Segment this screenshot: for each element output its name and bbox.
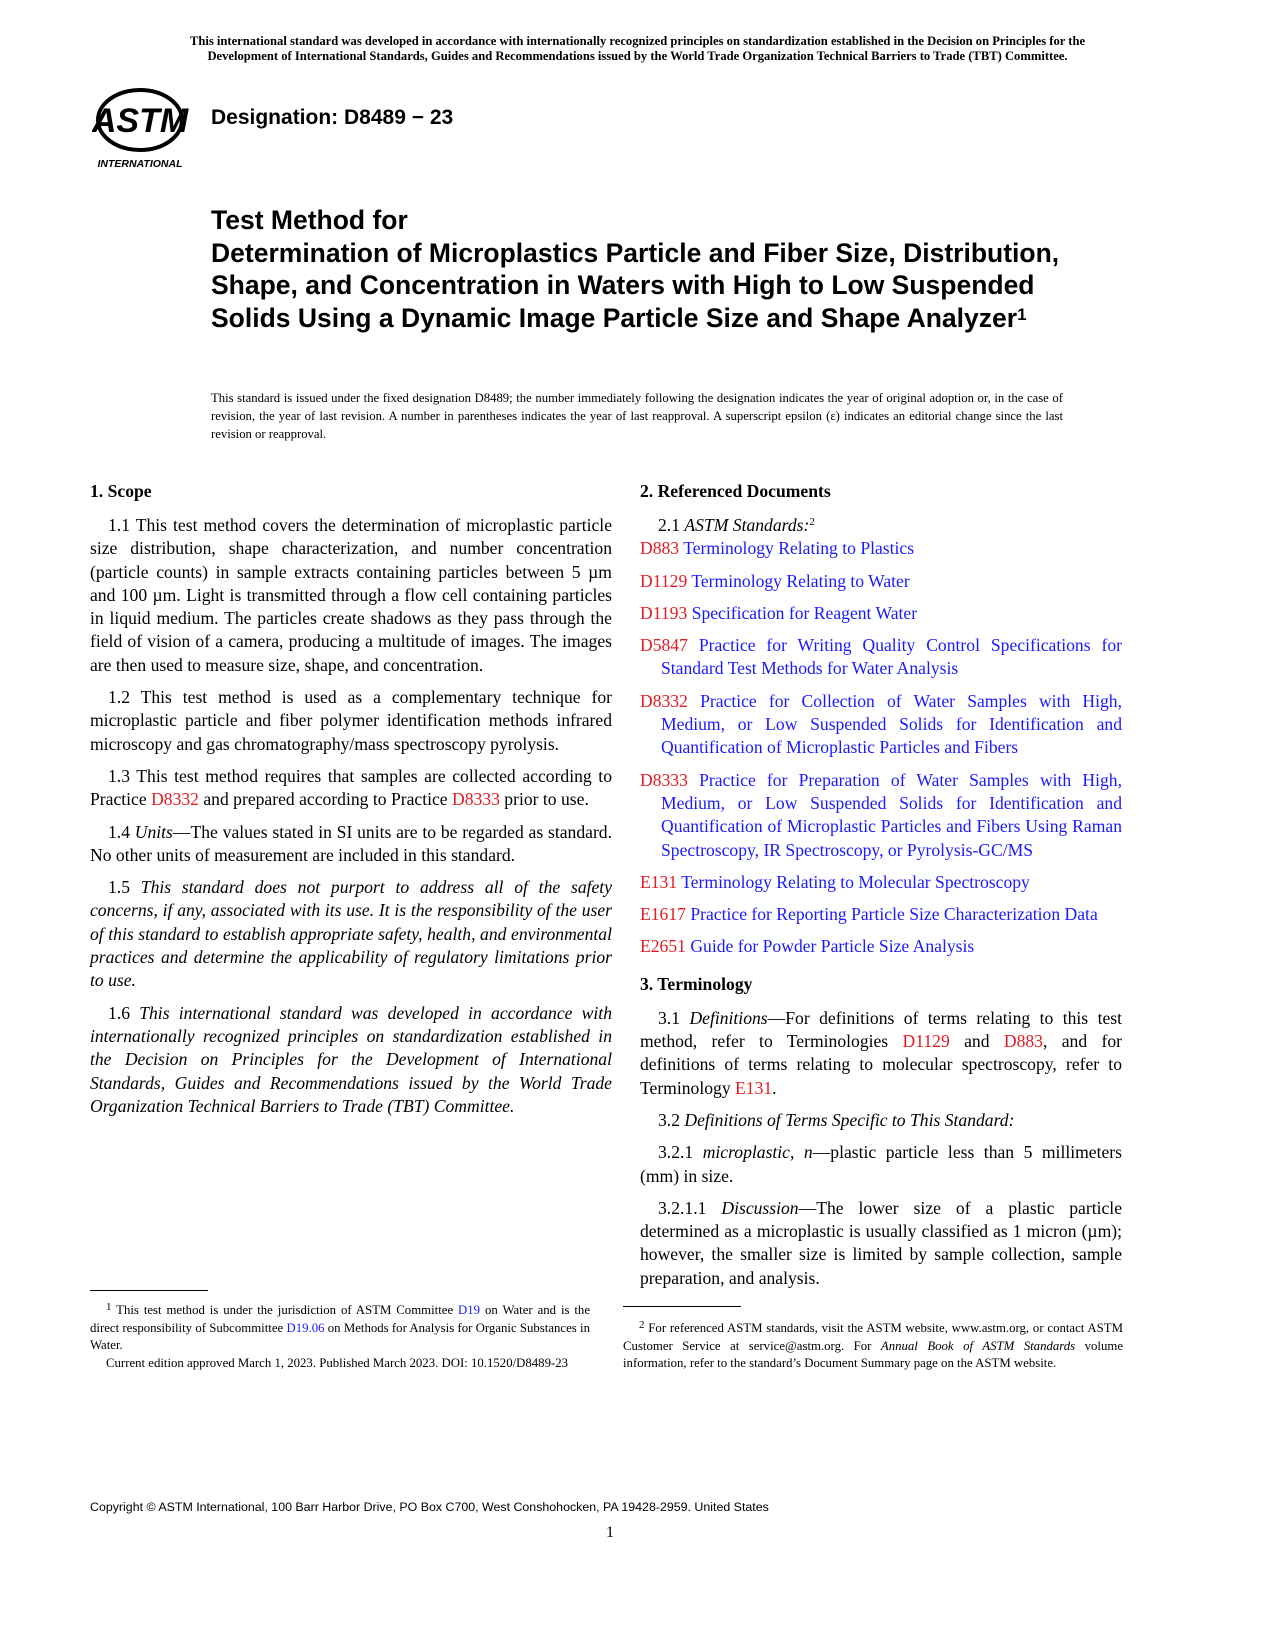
footnote-2 [623,1320,1123,1373]
referenced-heading: 2. Referenced Documents [640,481,831,501]
reference-item[interactable] [640,570,1122,593]
fn2-em: Annual Book of ASTM Standards [880,1338,1076,1353]
reference-title[interactable]: Practice for Preparation of Water Samples with High, Medium, or Low Suspended Solids for Identification and Quantification of Microplastic Particles and Fibers Using Raman Spectroscopy, IR Spectroscopy, or Pyrolysis-GC/MS [661,769,1122,860]
header-notice-line2: Development of International Standards, Guides and Recommendations issued by the World Trade Organization Technical Barriers to Trade (TBT) Committee. [207,49,1068,63]
terminology-3-1 [640,1007,1122,1100]
scope-1-5 [90,876,612,992]
right-column [640,480,1122,1299]
reference-item[interactable] [640,602,1122,625]
reference-code[interactable]: E2651 [640,936,686,957]
scope-1-4-text: —The values stated in SI units are to be regarded as standard. No other units of measurement are included in this standard. [90,821,612,865]
fn1-text-c: on Methods for Analysis for Organic Substances in Water. [90,1320,590,1352]
left-column [90,480,612,1127]
copyright: Copyright © ASTM International, 100 Barr Harbor Drive, PO Box C700, West Conshohocken, PA 19428-2959. United States [90,1500,769,1514]
reference-title[interactable]: Terminology Relating to Plastics [683,538,915,559]
link-d1129[interactable]: D1129 [902,1031,950,1052]
fn1-text-b: on Water and is the direct responsibility of Subcommittee [90,1303,591,1335]
fn2-text-a: For referenced ASTM standards, visit the ASTM website, www.astm.org, or contact ASTM Customer Service at service@astm.org. For [623,1321,1123,1353]
designation: Designation: D8489 − 23 [211,106,454,129]
term-3-2-1-1-em: Discussion [721,1197,799,1218]
header-notice [90,34,1185,64]
title-main [211,237,1071,335]
term-3-2-1-1-text: —The lower size of a plastic particle determined as a microplastic is usually classified as 1 micron (µm); however, the smaller size is limited by sample collection, sample preparation, and analysis. [640,1197,1123,1288]
link-d19-06[interactable]: D19.06 [286,1320,325,1335]
reference-code[interactable]: D8332 [640,690,688,711]
scope-1-4 [90,821,612,868]
reference-code[interactable]: E1617 [640,904,686,925]
scope-1-6 [90,1002,612,1118]
reference-code[interactable]: D1193 [640,602,688,623]
scope-1-2: 1.2 This test method is used as a complementary technique for microplastic particle and fiber polymer identification methods infrared microscopy and gas chromatography/mass spectroscopy pyrolysis. [90,687,612,754]
scope-1-4-num: 1.4 [108,821,135,842]
reference-code[interactable]: D1129 [640,570,688,591]
scope-1-3-text3: prior to use. [499,789,589,810]
term-3-2-em: Definitions of Terms Specific to This Standard: [684,1109,1015,1130]
link-e131[interactable]: E131 [735,1077,773,1098]
footnote-1-mark: 1 [106,1301,112,1313]
reference-title[interactable]: Terminology Relating to Water [691,570,910,591]
term-3-2-1-num: 3.2.1 [658,1142,703,1163]
logo-subtext: INTERNATIONAL [97,158,183,170]
term-3-2-1-1-num: 3.2.1.1 [658,1197,722,1218]
footnote-2-mark: 2 [639,1319,645,1331]
scope-1-5-text: This standard does not purport to address all of the safety concerns, if any, associated with its use. It is the responsibility of the user of this standard to establish appropriate safety, health, and environmental practices and determine the applicability of regulatory limitations prior to use. [90,877,613,991]
link-d8332[interactable]: D8332 [151,789,199,810]
term-3-2-1-text: —plastic particle less than 5 millimeters (mm) in size. [640,1142,1123,1186]
reference-item[interactable] [640,537,1122,560]
reference-list [640,537,1122,958]
term-3-1-em: Definitions [689,1007,768,1028]
footnote-1-text [90,1302,590,1355]
footnote-1 [90,1302,590,1372]
link-d883[interactable]: D883 [1003,1031,1043,1052]
astm-standards-label [640,514,1122,537]
astm-logo [92,86,192,172]
reference-code[interactable]: D8333 [640,769,688,790]
footnote-rule-right [623,1306,741,1307]
scope-1-3 [90,765,612,812]
link-d19[interactable]: D19 [458,1303,481,1317]
scope-1-6-num: 1.6 [108,1002,140,1023]
term-3-1-text4: . [772,1077,777,1098]
reference-code[interactable]: E131 [640,871,678,892]
logo-text: ASTM [92,102,189,140]
scope-1-3-text2: and prepared according to Practice [198,789,452,810]
title-prefix: Test Method for [211,205,408,235]
astm-standards-num: 2.1 [658,515,685,535]
footnote-1-edition: Current edition approved March 1, 2023. Published March 2023. DOI: 10.1520/D8489-23 [106,1355,569,1370]
reference-title[interactable]: Practice for Reporting Particle Size Characterization Data [690,904,1098,925]
footnote-rule-left [90,1290,208,1291]
term-3-1-num: 3.1 [658,1007,690,1028]
scope-1-3-text: 1.3 This test method requires that samples are collected according to Practice [90,765,612,810]
reference-item[interactable] [640,935,1122,958]
scope-1-1: 1.1 This test method covers the determination of microplastic particle size distribution, shape characterization, and number concentration (particle counts) in sample extracts containing particles between 5 µm and 100 µm. Light is transmitted through a flow cell containing particles in liquid medium. The particles create shadows as they pass through the field of vision of a camera, producing a multitude of images. The images are then used to measure size, shape, and concentration. [90,515,612,675]
issued-statement: This standard is issued under the fixed designation D8489; the number immediately following the designation indicates the year of original adoption or, in the case of revision, the year of last revision. A number in parentheses indicates the year of last reapproval. A superscript epsilon (ε) indicates an editorial change since the last revision or reapproval. [211,391,1063,441]
reference-title[interactable]: Practice for Writing Quality Control Specifications for Standard Test Methods for Water Analysis [661,635,1122,679]
terminology-3-2-1-1 [640,1197,1122,1290]
term-3-2-num: 3.2 [658,1109,685,1130]
terminology-3-2 [640,1109,1122,1132]
reference-title[interactable]: Practice for Collection of Water Samples with High, Medium, or Low Suspended Solids for Identification and Quantification of Microplastic Particles and Fibers [661,690,1122,758]
reference-item[interactable] [640,871,1122,894]
reference-title[interactable]: Terminology Relating to Molecular Spectroscopy [681,871,1030,892]
page-number: 1 [606,1524,614,1541]
reference-item[interactable] [640,690,1122,760]
scope-heading: 1. Scope [90,481,152,501]
term-3-1-text2: and [949,1031,1004,1052]
header-notice-line1: This international standard was developed in accordance with internationally recognized principles on standardization established in the Decision on Principles for the [189,34,1086,48]
scope-1-6-text: This international standard was developed in accordance with internationally recognized principles on standardization established in the Decision on Principles for the Development of International Standards, Guides and Recommendations issued by the World Trade Organization Technical Barriers to Trade (TBT) Committee. [90,1002,612,1116]
reference-title[interactable]: Guide for Powder Particle Size Analysis [690,936,975,957]
scope-1-5-num: 1.5 [108,877,141,898]
link-d8333[interactable]: D8333 [452,789,500,810]
reference-code[interactable]: D5847 [640,635,688,656]
title-footnote-mark: 1 [1017,304,1027,324]
reference-item[interactable] [640,769,1122,862]
reference-code[interactable]: D883 [640,538,680,559]
reference-item[interactable] [640,634,1122,681]
astm-standards-em: ASTM Standards: [684,515,810,535]
fn2-text-b: volume information, refer to the standard’s Document Summary page on the ASTM website. [623,1338,1124,1370]
reference-title[interactable]: Specification for Reagent Water [691,602,918,623]
terminology-heading: 3. Terminology [640,973,753,994]
astm-standards-mark: 2 [809,516,815,528]
title-main-text: Determination of Microplastics Particle and Fiber Size, Distribution, Shape, and Concentration in Waters with High to Low Suspended Solids Using a Dynamic Image Particle Size and Shape Analyzer [211,237,1060,333]
astm-logo-icon [92,86,192,172]
scope-1-4-em: Units [134,821,173,842]
reference-item[interactable] [640,903,1122,926]
footnote-2-text [623,1320,1123,1373]
fn1-text-a: This test method is under the jurisdiction of ASTM Committee [111,1303,459,1317]
term-3-1-text: —For definitions of terms relating to this test method, refer to Terminologies [640,1007,1123,1052]
document-title [211,204,1071,334]
term-3-2-1-em: microplastic, n [702,1142,813,1163]
terminology-3-2-1 [640,1141,1122,1188]
term-3-1-text3: , and for definitions of terms relating to molecular spectroscopy, refer to Terminology [640,1031,1122,1098]
